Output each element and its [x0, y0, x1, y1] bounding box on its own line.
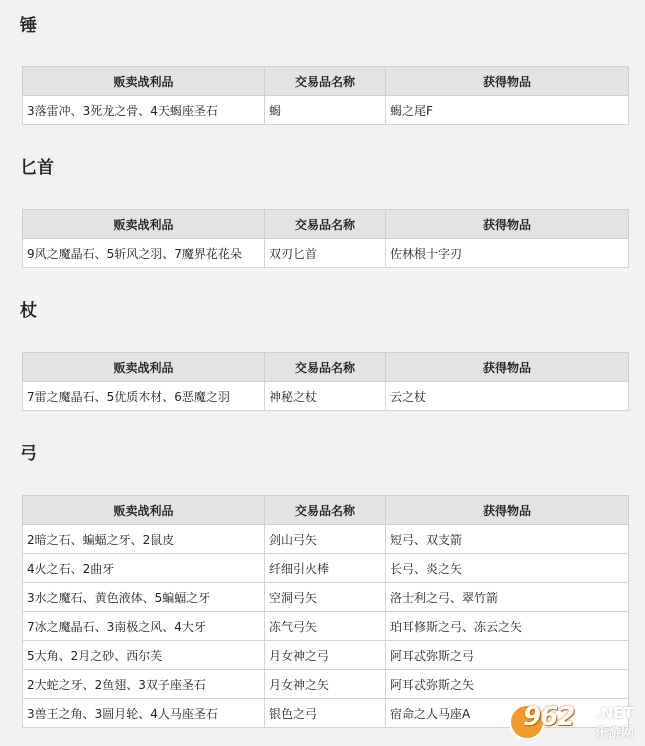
column-header-trade-item: 交易品名称	[265, 67, 386, 96]
column-header-sell-loot: 贩卖战利品	[23, 210, 265, 239]
cell-obtained-item: 佐林根十字刃	[386, 239, 629, 268]
column-header-sell-loot: 贩卖战利品	[23, 67, 265, 96]
watermark-subtitle: 乐游网	[595, 726, 635, 741]
column-header-trade-item: 交易品名称	[265, 496, 386, 525]
cell-sell-loot: 2暗之石、蝙蝠之牙、2鼠皮	[23, 525, 265, 554]
table-row	[23, 612, 629, 641]
cell-sell-loot: 4火之石、2曲牙	[23, 554, 265, 583]
cell-sell-loot: 3水之魔石、黄色液体、5蝙蝠之牙	[23, 583, 265, 612]
table-header-row	[23, 210, 629, 239]
column-header-obtained-item: 获得物品	[386, 210, 629, 239]
cell-sell-loot: 5大角、2月之砂、西尔芙	[23, 641, 265, 670]
column-header-obtained-item: 获得物品	[386, 67, 629, 96]
column-header-trade-item: 交易品名称	[265, 210, 386, 239]
cell-trade-item: 银色之弓	[265, 699, 386, 728]
cell-trade-item: 冻气弓矢	[265, 612, 386, 641]
cell-obtained-item: 珀耳修斯之弓、冻云之矢	[386, 612, 629, 641]
table-header-row	[23, 67, 629, 96]
cell-obtained-item: 阿耳忒弥斯之弓	[386, 641, 629, 670]
table-row	[23, 382, 629, 411]
column-header-obtained-item: 获得物品	[386, 353, 629, 382]
table-header-row	[23, 353, 629, 382]
cell-sell-loot: 3落雷冲、3死龙之骨、4天蝎座圣石	[23, 96, 265, 125]
table-row	[23, 670, 629, 699]
trade-table-hammer	[22, 66, 629, 125]
table-row	[23, 641, 629, 670]
column-header-sell-loot: 贩卖战利品	[23, 496, 265, 525]
table-row	[23, 583, 629, 612]
column-header-obtained-item: 获得物品	[386, 496, 629, 525]
table-row	[23, 239, 629, 268]
cell-trade-item: 空洞弓矢	[265, 583, 386, 612]
cell-obtained-item: 短弓、双支箭	[386, 525, 629, 554]
cell-trade-item: 双刃匕首	[265, 239, 386, 268]
cell-sell-loot: 7冰之魔晶石、3南极之风、4大牙	[23, 612, 265, 641]
column-header-trade-item: 交易品名称	[265, 353, 386, 382]
cell-trade-item: 剑山弓矢	[265, 525, 386, 554]
cell-obtained-item: 云之杖	[386, 382, 629, 411]
trade-table-dagger	[22, 209, 629, 268]
cell-trade-item: 月女神之弓	[265, 641, 386, 670]
table-header-row	[23, 496, 629, 525]
table-row	[23, 96, 629, 125]
watermark-suffix: .NET	[595, 704, 634, 722]
cell-sell-loot: 7雷之魔晶石、5优质木材、6恶魔之羽	[23, 382, 265, 411]
section-heading-bow: 弓	[20, 444, 37, 464]
cell-obtained-item: 阿耳忒弥斯之矢	[386, 670, 629, 699]
column-header-sell-loot: 贩卖战利品	[23, 353, 265, 382]
cell-obtained-item: 长弓、炎之矢	[386, 554, 629, 583]
table-row	[23, 554, 629, 583]
trade-table-bow	[22, 495, 629, 728]
cell-sell-loot: 3兽王之角、3圆月轮、4人马座圣石	[23, 699, 265, 728]
section-heading-hammer: 锤	[20, 16, 37, 36]
table-row	[23, 525, 629, 554]
cell-obtained-item: 洛士利之弓、翠竹箭	[386, 583, 629, 612]
cell-obtained-item: 宿命之人马座A	[386, 699, 629, 728]
cell-trade-item: 蝎	[265, 96, 386, 125]
section-heading-dagger: 匕首	[20, 158, 54, 178]
cell-sell-loot: 2大蛇之牙、2鱼翅、3双子座圣石	[23, 670, 265, 699]
trade-table-staff	[22, 352, 629, 411]
cell-obtained-item: 蝎之尾F	[386, 96, 629, 125]
cell-trade-item: 月女神之矢	[265, 670, 386, 699]
cell-trade-item: 神秘之杖	[265, 382, 386, 411]
cell-sell-loot: 9风之魔晶石、5斩风之羽、7魔界花花朵	[23, 239, 265, 268]
watermark-number: 962	[523, 702, 575, 732]
section-heading-staff: 杖	[20, 301, 37, 321]
site-watermark-logo	[509, 702, 639, 742]
cell-trade-item: 纤细引火棒	[265, 554, 386, 583]
